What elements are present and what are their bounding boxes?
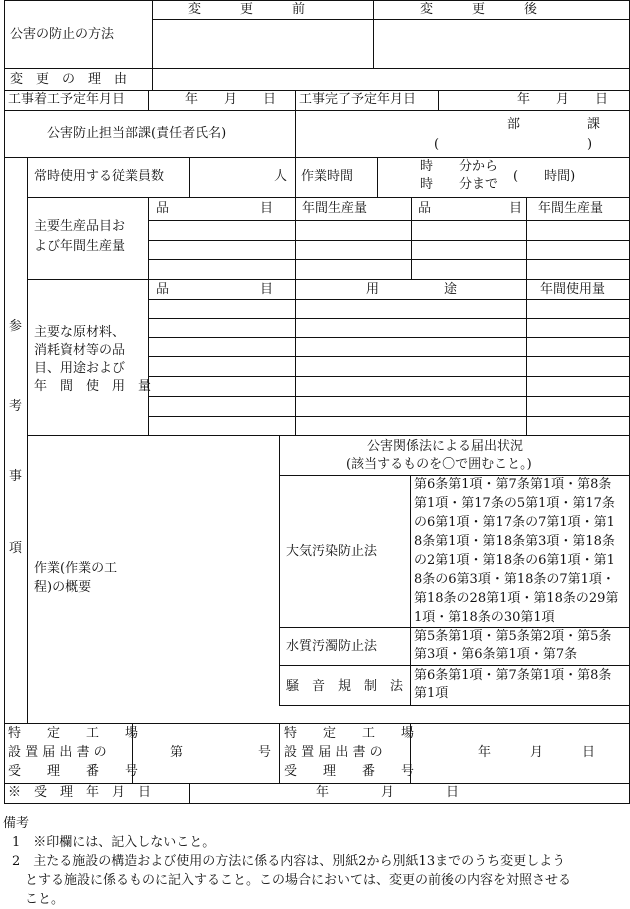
law-noise-label: 騒 音 規 制 法: [286, 679, 404, 694]
rule: [148, 220, 630, 221]
notes-title: 備考: [3, 816, 30, 831]
accept-label: ※ 受 理 年 月 日: [8, 785, 152, 800]
construction-end-date: 年 月 日: [517, 92, 609, 107]
note-item: とする施設に係るものに記入すること。この場合においては、変更の前後の内容を対照させる: [12, 873, 572, 888]
rule: [438, 90, 439, 110]
rule: [152, 19, 630, 20]
rule: [295, 197, 296, 279]
rule: [4, 803, 630, 804]
rule: [27, 435, 630, 436]
time-from: 時 分から: [420, 159, 499, 174]
dept-bu: 部: [507, 117, 521, 132]
construction-start-date: 年 月 日: [185, 92, 277, 107]
rule: [526, 279, 527, 435]
label-materials: 目、用途および: [34, 361, 126, 376]
receipt-left-label: 特 定 工 場: [8, 726, 139, 741]
law-noise-text: 第1項: [414, 686, 449, 701]
rule: [152, 0, 153, 90]
rule: [410, 475, 411, 705]
label-prevention-method: 公害の防止の方法: [10, 27, 115, 42]
rule: [295, 157, 296, 197]
label-products: よび年間生産量: [34, 239, 126, 254]
law-status-note: (該当するものを〇で囲むこと。): [346, 457, 532, 472]
col-usage: 用 途: [366, 282, 458, 297]
rule: [4, 0, 5, 804]
number-dai: 第: [170, 745, 184, 760]
law-air-text: 第6条第1項・第7条第1項・第8条: [414, 477, 612, 492]
label-materials: 主要な原材料、: [34, 325, 126, 340]
side-title-char: 項: [9, 541, 23, 556]
receipt-right-label: 設 置 届 出 書 の: [284, 745, 383, 760]
law-noise-text: 第6条第1項・第7条第1項・第8条: [414, 668, 612, 683]
rule: [279, 475, 630, 476]
rule: [148, 299, 630, 300]
col-item: 品 目: [156, 201, 274, 216]
rule: [411, 197, 412, 279]
header-before: 変 更 前: [188, 2, 306, 17]
dept-paren-close: ): [587, 137, 593, 152]
law-water-text: 第3項・第6条第1項・第7条: [414, 647, 578, 662]
rule: [279, 705, 630, 706]
accept-date: 年 月 日: [316, 785, 460, 800]
rule: [4, 157, 630, 158]
header-after: 変 更 後: [420, 2, 538, 17]
rule: [279, 665, 630, 666]
side-title-char: 事: [9, 469, 23, 484]
label-change-reason: 変 更 の 理 由: [10, 72, 128, 87]
rule: [279, 627, 630, 628]
label-construction-start: 工事着工予定年月日: [8, 92, 126, 107]
col-annual-use: 年間使用量: [540, 282, 606, 297]
label-employees: 常時使用する従業員数: [34, 169, 165, 184]
rule: [148, 90, 149, 110]
label-materials: 年 間 使 用 量: [34, 379, 152, 394]
rule: [377, 157, 378, 197]
law-air-text: の6第1項・第17条の7第1項・第1: [414, 515, 615, 530]
label-materials: 消耗資材等の品: [34, 343, 126, 358]
rule: [4, 110, 630, 111]
receipt-left-label: 受 理 番 号: [8, 764, 139, 779]
law-air-label: 大気汚染防止法: [286, 544, 378, 559]
rule: [295, 279, 296, 435]
law-status-title: 公害関係法による届出状況: [367, 439, 524, 454]
law-air-text: の2第1項・第18条の6第1項・第1: [414, 553, 615, 568]
rule: [295, 90, 296, 110]
rule: [4, 90, 630, 91]
col-annual-prod: 年間生産量: [302, 201, 368, 216]
label-construction-end: 工事完了予定年月日: [299, 92, 417, 107]
rule: [526, 197, 527, 279]
law-air-text: 8条の6第3項・第18条の7第1項・: [414, 572, 615, 587]
dept-paren-open: (: [434, 137, 440, 152]
receipt-date: 年 月 日: [478, 745, 596, 760]
note-item: 2 主たる施設の構造および使用の方法に係る内容は、別紙2から別紙13までのうち変更しよう: [12, 854, 566, 869]
rule: [189, 157, 190, 197]
law-air-text: 第1項・第17条の5第1項・第17条: [414, 496, 615, 511]
rule: [148, 259, 630, 260]
receipt-right-label: 受 理 番 号: [284, 764, 415, 779]
rule: [4, 783, 630, 784]
rule: [373, 0, 374, 68]
rule: [148, 376, 630, 377]
rule: [148, 416, 630, 417]
label-work: 作業(作業の工: [34, 561, 118, 576]
col-annual-prod-2: 年間生産量: [538, 201, 604, 216]
rule: [27, 197, 630, 198]
law-air-text: 第18条の28第1項・第18条の29第: [414, 591, 619, 606]
label-dept: 公害防止担当部課(責任者氏名): [47, 126, 227, 141]
col-item-2: 品 目: [418, 201, 523, 216]
rule: [148, 240, 630, 241]
law-water-text: 第5条第1項・第5条第2項・第5条: [414, 629, 612, 644]
side-title-char: 考: [9, 399, 23, 414]
side-title-char: 参: [9, 319, 23, 334]
rule: [27, 157, 28, 723]
hours-box: ( 時間): [513, 169, 576, 184]
label-products: 主要生産品目お: [34, 219, 126, 234]
receipt-left-label: 設 置 届 出 書 の: [8, 745, 107, 760]
rule: [4, 68, 630, 69]
note-item: 1 ※印欄には、記入しないこと。: [12, 835, 216, 850]
rule: [279, 435, 280, 705]
col-item-materials: 品 目: [156, 282, 274, 297]
rule: [4, 0, 630, 1]
dept-ka: 課: [587, 117, 601, 132]
law-air-text: 1項・第18条の30第1項: [414, 610, 555, 625]
receipt-right-label: 特 定 工 場: [284, 726, 415, 741]
law-water-label: 水質汚濁防止法: [286, 639, 378, 654]
rule: [189, 783, 190, 804]
rule: [27, 279, 630, 280]
time-to: 時 分まで: [420, 177, 499, 192]
note-item: こと。: [12, 892, 65, 907]
rule: [148, 356, 630, 357]
rule: [295, 110, 296, 157]
label-work-hours: 作業時間: [301, 169, 354, 184]
notes: [3, 814, 630, 909]
employees-unit: 人: [274, 169, 288, 184]
law-air-text: 8条第1項・第18条第3項・第18条: [414, 534, 615, 549]
rule: [4, 723, 630, 724]
rule: [148, 396, 630, 397]
rule: [148, 318, 630, 319]
rule: [148, 197, 149, 435]
number-go: 号: [258, 745, 272, 760]
label-work: 程)の概要: [34, 580, 92, 595]
rule: [148, 337, 630, 338]
rule: [279, 723, 280, 783]
